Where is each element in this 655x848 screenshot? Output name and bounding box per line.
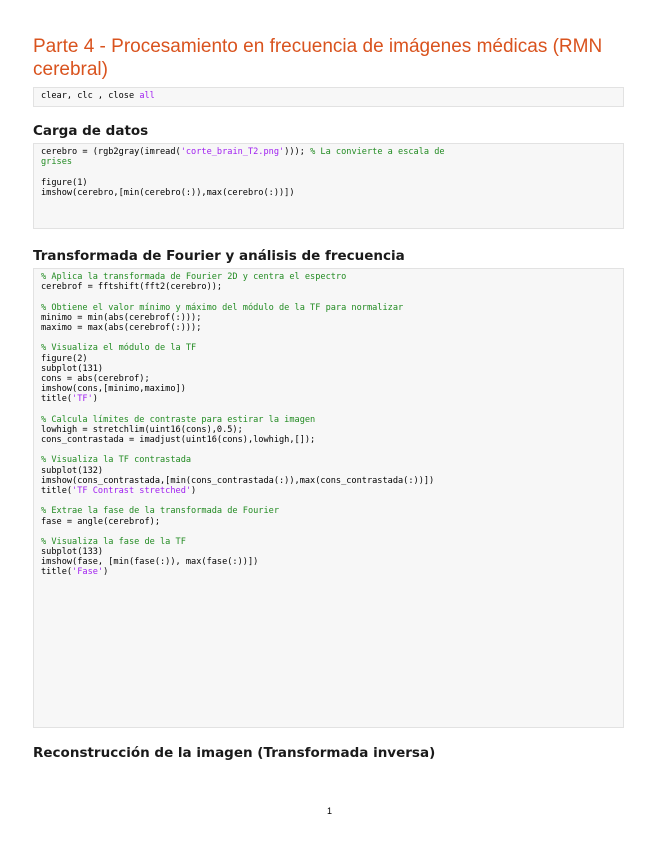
code-text: title( xyxy=(41,394,73,405)
code-line xyxy=(41,547,616,557)
code-line xyxy=(41,292,616,302)
code-string: 'TF' xyxy=(72,394,93,405)
code-line xyxy=(41,404,616,414)
code-text: imshow(cons_contrastada,[min(cons_contrastada(:)),max(cons_contrastada(:))]) xyxy=(41,475,435,486)
code-text: imshow(cons,[minimo,maximo]) xyxy=(41,384,186,395)
code-text: ) xyxy=(92,394,98,405)
code-text: subplot(132) xyxy=(41,465,104,476)
code-text: subplot(133) xyxy=(41,547,104,558)
code-text: ) xyxy=(191,485,197,496)
code-line xyxy=(41,91,616,101)
code-line xyxy=(41,343,616,353)
code-line xyxy=(41,188,616,198)
code-line xyxy=(41,272,616,282)
code-line xyxy=(41,374,616,384)
section-heading-carga: Carga de datos xyxy=(33,123,149,139)
code-text: cerebro = (rgb2gray(imread( xyxy=(41,147,181,157)
code-line xyxy=(41,445,616,455)
code-comment: grises xyxy=(41,157,73,168)
code-text: maximo = max(abs(cerebrof(:))); xyxy=(41,322,202,333)
code-line xyxy=(41,167,616,177)
code-comment: % Calcula límites de contraste para estirar la imagen xyxy=(41,414,316,425)
code-text: cons_contrastada = imadjust(uint16(cons),lowhigh,[]); xyxy=(41,435,316,445)
code-line xyxy=(41,506,616,516)
code-comment: % Obtiene el valor mínimo y máximo del módulo de la TF para normalizar xyxy=(41,302,404,313)
code-line xyxy=(41,157,616,167)
code-comment: % Aplica la transformada de Fourier 2D y centra el espectro xyxy=(41,272,347,282)
code-text: cons = abs(cerebrof); xyxy=(41,373,150,384)
section-heading-fourier: Transformada de Fourier y análisis de frecuencia xyxy=(33,248,405,264)
code-line xyxy=(41,496,616,506)
code-block-fourier[interactable] xyxy=(33,268,624,728)
code-text: fase = angle(cerebrof); xyxy=(41,516,160,527)
code-text: imshow(fase, [min(fase(:)), max(fase(:))]) xyxy=(41,557,259,568)
code-comment: % Visualiza la TF contrastada xyxy=(41,455,192,466)
code-block-clear[interactable] xyxy=(33,87,624,107)
code-text: title( xyxy=(41,485,73,496)
code-line xyxy=(41,517,616,527)
code-line xyxy=(41,303,616,313)
code-line xyxy=(41,178,616,188)
code-line xyxy=(41,435,616,445)
code-line xyxy=(41,333,616,343)
code-text: subplot(131) xyxy=(41,363,104,374)
code-block-carga[interactable] xyxy=(33,143,624,229)
code-comment: % Extrae la fase de la transformada de Fourier xyxy=(41,506,279,517)
code-line xyxy=(41,527,616,537)
code-line xyxy=(41,147,616,157)
code-line xyxy=(41,364,616,374)
code-line xyxy=(41,354,616,364)
code-line xyxy=(41,466,616,476)
code-string: 'Fase' xyxy=(72,567,104,578)
code-line xyxy=(41,537,616,547)
code-text: figure(1) xyxy=(41,177,88,188)
code-comment: % Visualiza la fase de la TF xyxy=(41,536,186,547)
code-line xyxy=(41,455,616,465)
code-line xyxy=(41,557,616,567)
code-line xyxy=(41,486,616,496)
section-heading-reconstruccion: Reconstrucción de la imagen (Transformada inversa) xyxy=(33,745,436,761)
code-line xyxy=(41,323,616,333)
code-text: figure(2) xyxy=(41,353,88,364)
code-comment: % La convierte a escala de xyxy=(310,147,445,157)
code-line xyxy=(41,476,616,486)
code-line xyxy=(41,425,616,435)
code-line xyxy=(41,415,616,425)
code-text: clear, clc , close xyxy=(41,91,140,101)
code-line xyxy=(41,282,616,292)
code-string: 'TF Contrast stretched' xyxy=(72,485,192,496)
code-text: imshow(cerebro,[min(cerebro(:)),max(cerebro(:))]) xyxy=(41,187,295,198)
code-text: lowhigh = stretchlim(uint16(cons),0.5); xyxy=(41,424,243,435)
code-comment: % Visualiza el módulo de la TF xyxy=(41,343,197,354)
code-text: cerebrof = fftshift(fft2(cerebro)); xyxy=(41,282,223,293)
code-text: ))); xyxy=(284,147,311,157)
code-line xyxy=(41,394,616,404)
code-line xyxy=(41,567,616,577)
code-text: title( xyxy=(41,567,73,578)
code-string: all xyxy=(139,91,155,101)
code-line xyxy=(41,313,616,323)
page-number: 1 xyxy=(326,806,332,816)
code-text: ) xyxy=(103,567,109,578)
page-title: Parte 4 - Procesamiento en frecuencia de imágenes médicas (RMN cerebral) xyxy=(33,36,603,80)
code-string: 'corte_brain_T2.png' xyxy=(180,147,285,157)
code-line xyxy=(41,384,616,394)
code-text: minimo = min(abs(cerebrof(:))); xyxy=(41,312,202,323)
